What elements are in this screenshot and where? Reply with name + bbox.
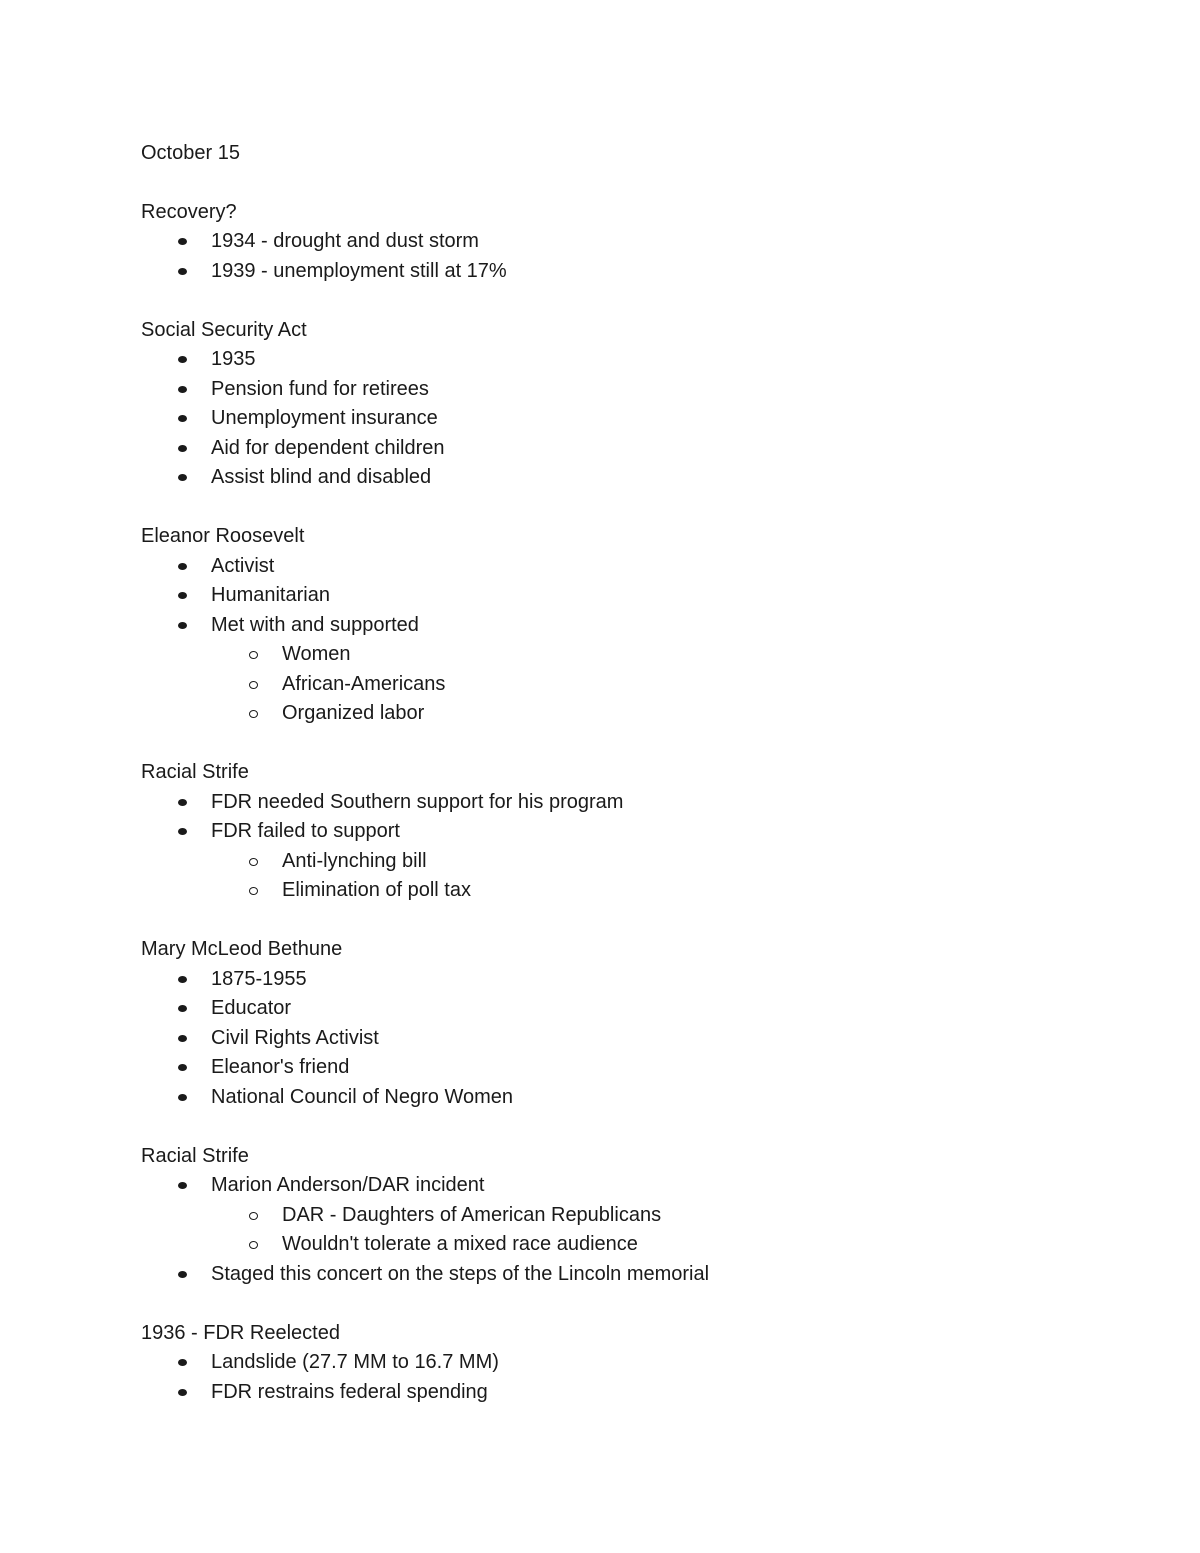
list-item-text: 1939 - unemployment still at 17% [211, 259, 507, 282]
list-item-text: FDR needed Southern support for his program [211, 790, 624, 813]
list-item [141, 994, 1141, 1024]
list-item-text: Eleanor's friend [211, 1056, 350, 1078]
filled-bullet-icon [178, 563, 187, 570]
bullet-list [141, 1348, 1141, 1407]
notes-section [141, 316, 1141, 493]
list-item [141, 965, 1141, 995]
sub-list-item [141, 640, 1141, 670]
list-item-text: 1934 - drought and dust storm [211, 230, 479, 252]
document-page [141, 139, 1141, 1437]
bullet-list [141, 345, 1141, 493]
sub-list-item [141, 1201, 1141, 1231]
filled-bullet-icon [178, 268, 187, 275]
sub-list-item-text: Anti-lynching bill [282, 849, 427, 872]
list-item [141, 1053, 1141, 1083]
sub-list-item-text: Organized labor [282, 702, 425, 724]
filled-bullet-icon [178, 1271, 187, 1278]
filled-bullet-icon [178, 474, 187, 481]
sub-list-item [141, 699, 1141, 729]
notes-section [141, 522, 1141, 729]
list-item [141, 1348, 1141, 1378]
filled-bullet-icon [178, 415, 187, 422]
filled-bullet-icon [178, 1064, 187, 1071]
list-item-text: Assist blind and disabled [211, 466, 432, 488]
list-item-text: Educator [211, 997, 292, 1019]
hollow-bullet-icon [249, 858, 258, 866]
list-item-text: Staged this concert on the steps of the Lincoln memorial [211, 1262, 710, 1285]
hollow-bullet-icon [249, 681, 258, 689]
filled-bullet-icon [178, 386, 187, 393]
list-item [141, 817, 1141, 847]
sub-list-item [141, 847, 1141, 877]
section-heading: 1936 - FDR Reelected [141, 1321, 340, 1344]
filled-bullet-icon [178, 445, 187, 452]
list-item [141, 611, 1141, 641]
bullet-list [141, 552, 1141, 729]
list-item-text: Activist [211, 554, 275, 577]
notes-sections [141, 198, 1141, 1408]
list-item [141, 257, 1141, 287]
list-item [141, 1171, 1141, 1201]
list-item-text: Pension fund for retirees [211, 377, 429, 400]
list-item [141, 788, 1141, 818]
hollow-bullet-icon [249, 710, 258, 718]
filled-bullet-icon [178, 592, 187, 599]
filled-bullet-icon [178, 1389, 187, 1396]
notes-section [141, 198, 1141, 287]
filled-bullet-icon [178, 799, 187, 806]
filled-bullet-icon [178, 1005, 187, 1012]
list-item-text: Unemployment insurance [211, 407, 438, 429]
list-item [141, 345, 1141, 375]
list-item [141, 227, 1141, 257]
sub-list-item-text: Wouldn't tolerate a mixed race audience [282, 1233, 638, 1255]
hollow-bullet-icon [249, 887, 258, 895]
filled-bullet-icon [178, 1182, 187, 1189]
filled-bullet-icon [178, 356, 187, 363]
list-item [141, 1260, 1141, 1290]
filled-bullet-icon [178, 1094, 187, 1101]
list-item [141, 463, 1141, 493]
notes-section [141, 1319, 1141, 1408]
list-item-text: Aid for dependent children [211, 436, 445, 459]
list-item-text: Humanitarian [211, 584, 330, 606]
bullet-list [141, 1171, 1141, 1289]
list-item [141, 552, 1141, 582]
filled-bullet-icon [178, 238, 187, 245]
hollow-bullet-icon [249, 1212, 258, 1220]
sub-list-item-text: African-Americans [282, 672, 446, 695]
list-item [141, 581, 1141, 611]
bullet-list [141, 227, 1141, 286]
sub-list-item [141, 1230, 1141, 1260]
list-item-text: FDR restrains federal spending [211, 1380, 488, 1403]
section-heading: Mary McLeod Bethune [141, 938, 343, 960]
list-item [141, 375, 1141, 405]
sub-list-item-text: Elimination of poll tax [282, 879, 471, 901]
filled-bullet-icon [178, 976, 187, 983]
notes-section [141, 758, 1141, 906]
list-item-text: Civil Rights Activist [211, 1026, 379, 1049]
list-item [141, 404, 1141, 434]
list-item-text: FDR failed to support [211, 820, 400, 842]
list-item-text: Landslide (27.7 MM to 16.7 MM) [211, 1351, 499, 1373]
list-item [141, 1083, 1141, 1113]
list-item [141, 434, 1141, 464]
section-heading: Recovery? [141, 200, 237, 223]
section-heading: Racial Strife [141, 1144, 249, 1167]
filled-bullet-icon [178, 828, 187, 835]
filled-bullet-icon [178, 1359, 187, 1366]
hollow-bullet-icon [249, 1241, 258, 1249]
list-item-text: Marion Anderson/DAR incident [211, 1174, 485, 1196]
list-item-text: National Council of Negro Women [211, 1085, 514, 1108]
list-item-text: 1875-1955 [211, 967, 307, 990]
list-item-text: 1935 [211, 348, 256, 370]
sub-list-item-text: DAR - Daughters of American Republicans [282, 1203, 662, 1226]
sub-list-item-text: Women [282, 643, 351, 665]
section-heading: Racial Strife [141, 761, 249, 783]
document-date: October 15 [141, 142, 240, 164]
list-item [141, 1378, 1141, 1408]
section-heading: Eleanor Roosevelt [141, 525, 305, 547]
bullet-list [141, 788, 1141, 906]
filled-bullet-icon [178, 1035, 187, 1042]
hollow-bullet-icon [249, 651, 258, 659]
list-item [141, 1024, 1141, 1054]
bullet-list [141, 965, 1141, 1113]
notes-section [141, 1142, 1141, 1290]
list-item-text: Met with and supported [211, 613, 419, 636]
notes-section [141, 935, 1141, 1112]
sub-list-item [141, 876, 1141, 906]
sub-list-item [141, 670, 1141, 700]
section-heading: Social Security Act [141, 318, 307, 341]
filled-bullet-icon [178, 622, 187, 629]
